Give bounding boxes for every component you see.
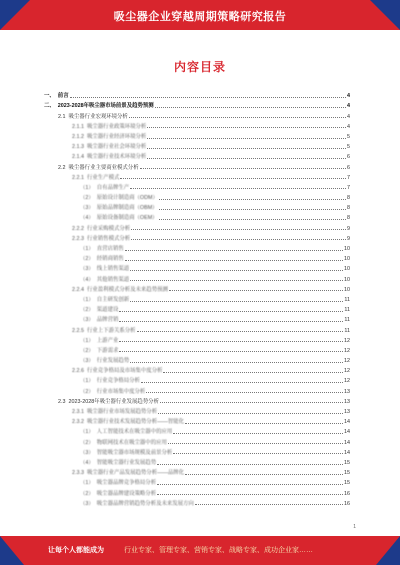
toc-entry-page: 10 [344,256,350,263]
toc-entry-page: 15 [344,480,350,487]
toc-entry-number: 2.2.6 [72,368,84,375]
toc-entry-title: 吸尘器行业市场发展趋势分析 [87,409,158,415]
toc-heading: 内容目录 [173,60,226,74]
toc-entry[interactable] [44,456,350,466]
toc-entry-number: （1） [80,429,94,436]
toc-entry-title: 吸尘器行业社会环境分析 [87,144,147,151]
toc-entry-number: （4） [80,215,94,222]
toc-entry-title: 吸尘器行业主要商业模式分析 [68,164,139,171]
toc-entry[interactable] [44,140,350,150]
toc-entry-title: 吸尘器品牌建设策略分析 [96,490,157,497]
toc-entry-page: 4 [347,93,350,100]
toc-leader-dots [119,341,343,342]
toc-entry-title: 上游产业 [96,337,119,344]
toc-entry[interactable] [44,323,350,333]
toc-entry-page: 11 [344,296,350,303]
toc-leader-dots [185,423,343,424]
toc-leader-dots [147,148,346,149]
toc-leader-dots [195,504,343,505]
toc-entry-number: 2.2 [58,164,66,171]
toc-entry-number: （2） [80,256,94,263]
toc-entry-title: 经销商销售 [96,256,124,263]
toc-leader-dots [119,321,343,322]
toc-entry-title: 其他销售渠道 [96,276,130,283]
toc-entry-page: 8 [347,215,350,222]
toc-leader-dots [157,464,343,465]
report-title: 吸尘器企业穿越周期策略研究报告 [113,11,287,23]
toc-entry-number: 2.2.3 [72,235,84,242]
toc-entry-number: 2.1.2 [72,133,84,140]
toc-entry-title: 行业上下游关系分析 [87,327,136,334]
toc-leader-dots [137,331,344,332]
toc-entry[interactable] [44,283,350,293]
toc-entry[interactable] [44,272,350,282]
footer-right-stripe [376,536,400,565]
toc-entry-page: 14 [344,449,350,456]
toc-entry-page: 6 [347,164,350,171]
toc-entry-number: （1） [80,246,94,252]
toc-entry-title: 吸尘器行业技术环境分析 [87,154,147,161]
toc-entry-number: 2.3.1 [72,409,84,415]
toc-entry-page: 10 [344,246,350,252]
toc-entry-title: 自有品牌生产 [96,184,130,191]
toc-entry-title: 2023-2028年吸尘器市场前景及趋势预测 [57,103,154,110]
toc-entry-number: （3） [80,358,94,365]
toc-entry-page: 12 [344,337,350,344]
toc-entry-title: 行业销售模式分析 [87,235,131,242]
toc-entry-page: 8 [347,205,350,212]
toc-leader-dots [159,199,346,200]
toc-entry-number: （2） [80,388,94,395]
toc-entry-page: 7 [347,174,350,181]
toc-entry-title: 物联网技术在吸尘器中的应用 [96,439,167,446]
toc-leader-dots [130,270,343,271]
toc-leader-dots [168,443,343,444]
toc-entry[interactable] [44,232,350,242]
toc-leader-dots [131,229,346,230]
toc-entry[interactable] [44,242,350,252]
toc-entry-page: 11 [344,327,350,334]
toc-entry-number: 2.3.3 [72,470,84,477]
toc-entry[interactable] [44,99,350,109]
toc-entry-number: （1） [80,378,94,385]
toc-entry-page: 14 [344,429,350,436]
toc-entry-page: 16 [344,490,350,497]
toc-leader-dots [157,494,343,495]
toc-entry[interactable] [44,446,350,456]
toc-entry-title: 行业竞争格局及市场集中度分析 [87,368,163,375]
toc-entry[interactable] [44,262,350,272]
toc-entry-number: （2） [80,307,94,314]
toc-entry-number: 2.1.1 [72,123,84,130]
toc-entry-number: 2.2.4 [72,286,84,293]
toc-entry-number: 二、 [44,103,55,110]
toc-entry[interactable] [44,191,350,201]
toc-entry[interactable] [44,171,350,181]
toc-entry-page: 4 [347,123,350,130]
toc-entry-title: 吸尘器行业技术发展趋势分析——智能化 [87,419,185,426]
toc-leader-dots [131,239,346,240]
toc-entry-title: 行业发展趋势 [96,358,130,365]
toc-leader-dots [147,158,346,159]
toc-leader-dots [140,168,346,169]
toc-entry-page: 12 [344,347,350,354]
toc-entry-number: （2） [80,195,94,202]
toc-entry-number: （1） [80,184,94,191]
toc-entry-number: 2.2.5 [72,327,84,334]
toc-entry-number: 一、 [44,93,55,100]
toc-leader-dots [173,453,343,454]
toc-leader-dots [130,280,343,281]
toc-entry-title: 吸尘器品牌营销趋势分析及未来发展方向 [96,500,194,507]
toc-entry[interactable] [44,303,350,313]
toc-entry-page: 7 [347,184,350,191]
toc-entry-page: 12 [344,358,350,365]
toc-entry-page: 4 [347,103,350,110]
toc-entry-number: 2.2.2 [72,225,84,232]
toc-entry-page: 6 [347,154,350,161]
toc-entry[interactable] [44,415,350,425]
toc-leader-dots [125,250,343,251]
toc-entry-title: 吸尘器行业产品发展趋势分析——品牌化 [87,470,185,477]
toc-entry-title: 行业市场集中度分析 [96,388,146,395]
toc-entry-page: 10 [344,286,350,293]
footer-slogan: 让每个人都能成为 [48,547,104,554]
toc-leader-dots [125,260,343,261]
toc-entry[interactable] [44,150,350,160]
footer-left-stripe [0,536,24,565]
toc-entry-number: （2） [80,347,94,354]
toc-entry-title: 吸尘器行业政策环境分析 [87,123,147,130]
toc-entry-title: 行业盈利模式分析及未来趋势预测 [87,286,168,293]
toc-entry[interactable] [44,344,350,354]
toc-leader-dots [158,413,343,414]
toc-entry[interactable] [44,89,350,99]
toc-entry-page: 15 [344,470,350,477]
toc-entry-number: （1） [80,480,94,487]
toc-entry-number: 2.3 [58,398,66,405]
toc-entry-number: （3） [80,266,94,273]
toc-entry-title: 原始设备制造商（OEM） [96,215,158,222]
toc-entry-number: 2.1.4 [72,154,84,161]
toc-entry[interactable] [44,120,350,130]
toc-entry-title: 原始设计制造商（ODM） [96,195,158,202]
toc-entry[interactable] [44,497,350,507]
toc-entry-title: 行业采购模式分析 [87,225,131,232]
toc-entry-title: 原始品牌制造商（OBM） [96,205,158,212]
toc-entry-title: 行业生产模式 [87,174,120,181]
toc-entry-page: 11 [344,317,350,324]
toc-entry[interactable] [44,181,350,191]
toc-entry-page: 8 [347,195,350,202]
toc-leader-dots [185,474,343,475]
toc-entry[interactable] [44,486,350,496]
toc-entry-title: 行业竞争格局分析 [96,378,140,385]
toc-entry-title: 下游需求 [96,347,119,354]
toc-entry-page: 14 [344,439,350,446]
toc-entry-page: 9 [347,235,350,242]
toc-entry-title: 2023-2028年吸尘器行业发展趋势分析 [68,398,159,405]
toc-entry-page: 14 [344,419,350,426]
toc-entry-title: 自主研发创新 [96,296,130,303]
toc-entry[interactable] [44,395,350,405]
page-number: 1 [353,524,356,530]
toc-entry[interactable] [44,466,350,476]
toc-leader-dots [160,402,343,403]
toc-leader-dots [159,219,346,220]
toc-entry[interactable] [44,313,350,323]
toc-leader-dots [120,178,346,179]
toc-entry-page: 11 [344,307,350,314]
toc-entry-number: （3） [80,449,94,456]
toc-entry[interactable] [44,221,350,231]
toc-entry-number: 2.3.2 [72,419,84,426]
toc-entry[interactable] [44,384,350,394]
toc-entry-title: 吸尘器品牌竞争格局分析 [96,480,157,487]
toc-entry-number: 2.2.1 [72,174,84,181]
toc-entry[interactable] [44,201,350,211]
toc-leader-dots [130,301,343,302]
toc-leader-dots [147,127,346,128]
toc-leader-dots [119,311,343,312]
toc-entry-number: 2.1.3 [72,144,84,151]
toc-entry[interactable] [44,405,350,415]
toc-leader-dots [130,188,346,189]
toc-entry-page: 12 [344,368,350,375]
toc-entry-title: 吸尘器行业宏观环境分析 [68,113,128,120]
toc-entry[interactable] [44,293,350,303]
toc-entry-title: 前言 [57,93,69,100]
toc-entry-page: 4 [347,113,350,120]
toc-entry[interactable] [44,252,350,262]
toc-entry-title: 智能吸尘器市场规模及前景分析 [96,449,173,456]
toc-entry[interactable] [44,476,350,486]
toc-entry-page: 5 [347,144,350,151]
toc-entry-title: 品牌营销 [96,317,119,324]
toc-entry-title: 直营店销售 [96,246,124,252]
toc-entry[interactable] [44,354,350,364]
header-banner [0,0,400,30]
toc-entry[interactable] [44,374,350,384]
toc-entry-page: 15 [344,459,350,466]
footer-banner [0,536,400,565]
toc-leader-dots [70,97,346,98]
toc-entry-title: 人工智能技术在吸尘器中的应用 [96,429,173,436]
toc-entry-page: 5 [347,133,350,140]
toc-entry-number: （3） [80,500,94,507]
toc-leader-dots [130,362,343,363]
toc-entry-number: （2） [80,439,94,446]
toc-leader-dots [146,392,343,393]
toc-entry-page: 13 [344,409,350,415]
toc-entry-title: 智能吸尘器行业发展趋势 [96,459,157,466]
toc-leader-dots [129,117,346,118]
toc-entry[interactable] [44,425,350,435]
toc-leader-dots [169,290,343,291]
toc-entry-number: （2） [80,490,94,497]
toc-leader-dots [155,107,346,108]
toc-leader-dots [159,209,346,210]
toc-entry-number: （1） [80,337,94,344]
toc-entry-title: 线上销售渠道 [96,266,130,273]
toc-entry-page: 12 [344,378,350,385]
toc-entry[interactable] [44,211,350,221]
toc-entry-page: 16 [344,500,350,507]
toc-entry-number: （1） [80,296,94,303]
toc-leader-dots [157,484,343,485]
toc-entry-page: 13 [344,398,350,405]
toc-entry[interactable] [44,435,350,445]
toc-leader-dots [173,433,343,434]
toc-entry-number: （4） [80,276,94,283]
toc-entry[interactable] [44,334,350,344]
footer-roles: 行业专家、管理专家、营销专家、战略专家、成功企业家…… [124,547,313,554]
toc-leader-dots [163,372,343,373]
toc-entry-page: 13 [344,388,350,395]
table-of-contents [44,89,350,507]
toc-entry-page: 10 [344,266,350,273]
toc-entry-page: 9 [347,225,350,232]
toc-entry-number: （3） [80,205,94,212]
toc-entry-number: 2.1 [58,113,66,120]
toc-entry[interactable] [44,130,350,140]
toc-leader-dots [141,382,343,383]
toc-entry-page: 10 [344,276,350,283]
toc-entry-title: 渠道建设 [96,307,119,314]
toc-leader-dots [119,351,343,352]
toc-entry[interactable] [44,160,350,170]
toc-entry[interactable] [44,364,350,374]
toc-entry-number: （4） [80,459,94,466]
toc-entry-title: 吸尘器行业经济环境分析 [87,133,147,140]
toc-leader-dots [147,138,346,139]
toc-entry-number: （3） [80,317,94,324]
toc-entry[interactable] [44,109,350,119]
